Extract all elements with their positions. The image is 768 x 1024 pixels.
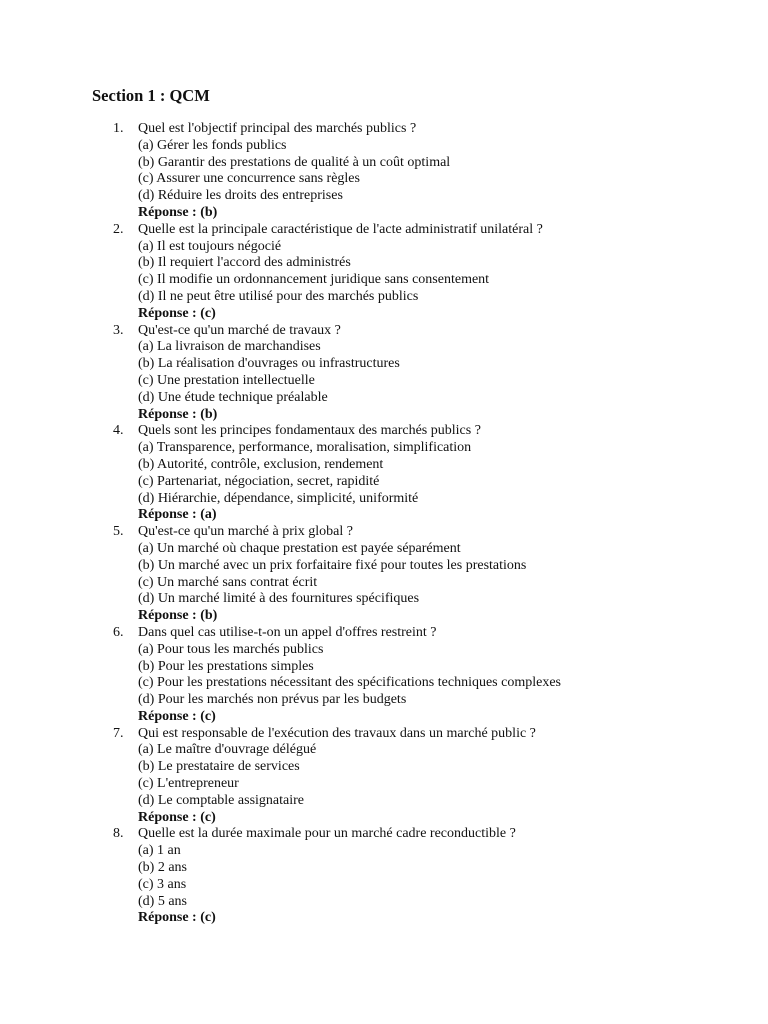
option-b: (b) Le prestataire de services [138,759,300,775]
option-c: (c) 3 ans [138,876,187,892]
question-item [92,625,561,726]
answer-line: Réponse : (a) [138,507,217,523]
option-b: (b) La réalisation d'ouvrages ou infrastructures [138,356,400,372]
option-c: (c) Pour les prestations nécessitant des spécifications techniques complexes [138,675,561,691]
option-c: (c) Il modifie un ordonnancement juridique sans consentement [138,272,490,288]
option-d: (d) Le comptable assignataire [138,792,304,808]
option-a: (a) 1 an [138,843,181,859]
question-item [92,323,561,424]
option-b: (b) Autorité, contrôle, exclusion, rendement [138,456,384,472]
option-b: (b) Pour les prestations simples [138,658,314,674]
answer-line: Réponse : (c) [138,305,216,321]
question-item [92,222,561,323]
question-number: 7. [113,725,124,741]
option-a: (a) La livraison de marchandises [138,339,321,355]
question-text: Quel est l'objectif principal des marchés publics ? [138,121,417,136]
question-text: Qu'est-ce qu'un marché à prix global ? [138,524,353,540]
question-list [92,121,561,927]
answer-line: Réponse : (b) [138,608,218,624]
section-title: Section 1 : QCM [92,86,210,105]
option-d: (d) Hiérarchie, dépendance, simplicité, uniformité [138,490,419,506]
option-a: (a) Gérer les fonds publics [138,137,287,153]
question-number: 8. [113,826,124,842]
question-number: 1. [113,121,124,136]
question-text: Quels sont les principes fondamentaux des marchés publics ? [138,423,481,439]
option-a: (a) Un marché où chaque prestation est payée séparément [138,540,461,556]
answer-line: Réponse : (c) [138,708,216,724]
question-number: 4. [113,423,124,439]
question-number: 6. [113,624,124,640]
option-a: (a) Le maître d'ouvrage délégué [138,742,317,758]
answer-line: Réponse : (b) [138,406,218,422]
question-text: Qu'est-ce qu'un marché de travaux ? [138,322,341,338]
answer-line: Réponse : (b) [138,204,218,220]
answer-line: Réponse : (c) [138,809,216,825]
option-b: (b) Un marché avec un prix forfaitaire fixé pour toutes les prestations [138,557,527,573]
option-d: (d) Un marché limité à des fournitures spécifiques [138,591,420,607]
question-number: 5. [113,524,124,540]
question-number: 3. [113,322,124,338]
question-text: Qui est responsable de l'exécution des travaux dans un marché public ? [138,725,536,741]
option-a: (a) Pour tous les marchés publics [138,641,324,657]
question-text: Quelle est la durée maximale pour un marché cadre reconductible ? [138,826,516,842]
option-c: (c) Assurer une concurrence sans règles [138,171,360,187]
question-number: 2. [113,221,124,237]
option-d: (d) Réduire les droits des entreprises [138,188,343,204]
option-c: (c) L'entrepreneur [138,776,239,792]
option-d: (d) 5 ans [138,893,187,909]
question-item [92,524,561,625]
option-b: (b) Il requiert l'accord des administrés [138,255,351,271]
option-b: (b) Garantir des prestations de qualité à un coût optimal [138,154,451,170]
option-c: (c) Partenariat, négociation, secret, rapidité [138,473,380,489]
question-text: Quelle est la principale caractéristique de l'acte administratif unilatéral ? [138,221,543,237]
option-a: (a) Transparence, performance, moralisation, simplification [138,440,472,456]
option-c: (c) Une prestation intellectuelle [138,372,315,388]
option-c: (c) Un marché sans contrat écrit [138,574,318,590]
question-item [92,423,561,524]
option-b: (b) 2 ans [138,860,187,876]
option-a: (a) Il est toujours négocié [138,238,282,254]
option-d: (d) Il ne peut être utilisé pour des marchés publics [138,288,419,304]
option-d: (d) Pour les marchés non prévus par les budgets [138,692,407,708]
question-item [92,726,561,827]
answer-line: Réponse : (c) [138,910,216,926]
option-d: (d) Une étude technique préalable [138,389,328,405]
question-item [92,121,561,222]
question-text: Dans quel cas utilise-t-on un appel d'offres restreint ? [138,624,437,640]
question-item [92,826,561,927]
